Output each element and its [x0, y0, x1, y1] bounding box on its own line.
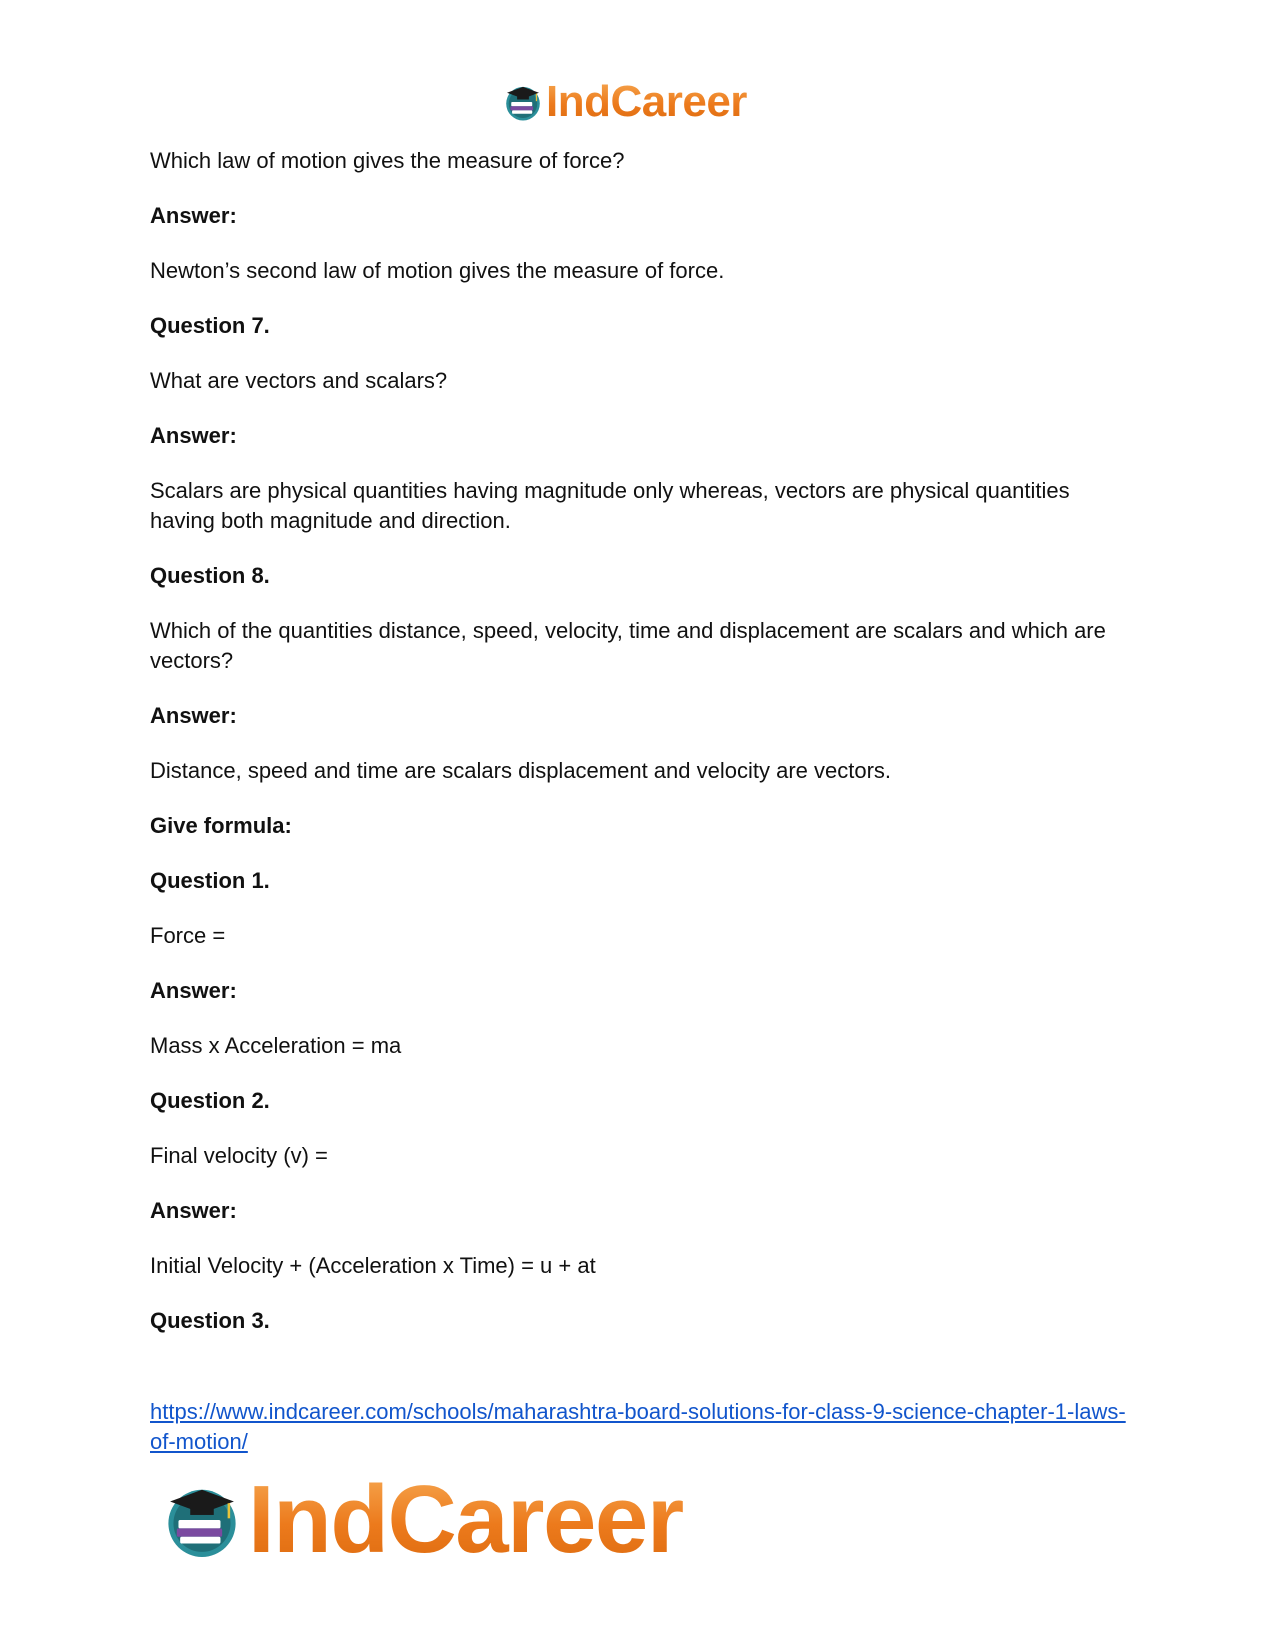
document-body [150, 146, 1130, 1361]
brand-name: IndCareer [248, 1466, 683, 1573]
footer-logo [160, 1466, 683, 1573]
answer-label: Answer: [150, 423, 237, 448]
paragraph: What are vectors and scalars? [150, 368, 448, 393]
paragraph: Distance, speed and time are scalars displacement and velocity are vectors. [150, 758, 892, 783]
answer-label: Answer: [150, 1198, 237, 1223]
graduation-book-icon [502, 81, 544, 123]
paragraph: Which of the quantities distance, speed, velocity, time and displacement are scalars and which are vectors? [150, 618, 1106, 673]
paragraph: Mass x Acceleration = ma [150, 1033, 402, 1058]
source-link[interactable]: https://www.indcareer.com/schools/maharashtra-board-solutions-for-class-9-science-chapter-1-laws-of-motion/ [150, 1399, 1126, 1454]
answer-label: Answer: [150, 203, 237, 228]
paragraph: Which law of motion gives the measure of force? [150, 148, 625, 173]
question-heading: Question 1. [150, 868, 270, 893]
answer-label: Answer: [150, 703, 237, 728]
question-heading: Question 7. [150, 313, 270, 338]
paragraph: Final velocity (v) = [150, 1143, 328, 1168]
question-heading: Question 2. [150, 1088, 270, 1113]
graduation-book-icon [160, 1478, 244, 1562]
paragraph: Newton’s second law of motion gives the measure of force. [150, 258, 725, 283]
paragraph: Scalars are physical quantities having magnitude only whereas, vectors are physical quantities having both magnitude and direction. [150, 478, 1070, 533]
question-heading: Question 3. [150, 1308, 270, 1333]
answer-label: Answer: [150, 978, 237, 1003]
paragraph: Force = [150, 923, 226, 948]
brand-name: IndCareer [546, 77, 747, 126]
section-heading: Give formula: [150, 813, 292, 838]
paragraph: Initial Velocity + (Acceleration x Time) = u + at [150, 1253, 596, 1278]
question-heading: Question 8. [150, 563, 270, 588]
header-logo [502, 77, 747, 126]
